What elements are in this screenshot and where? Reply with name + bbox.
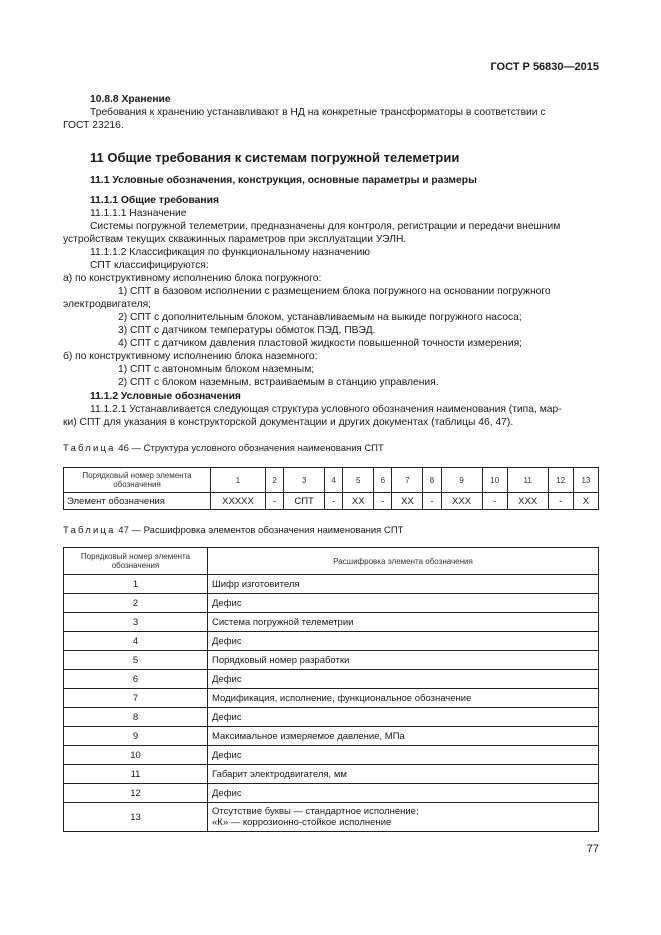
table-47-row-13-line: «К» — коррозионно-стойкое исполнение xyxy=(212,817,392,828)
table-46-col-number: 8 xyxy=(423,468,441,493)
table-46-cell: - xyxy=(266,493,284,510)
table-46-col-number: 10 xyxy=(482,468,507,493)
paragraph-line: ки) СПТ для указания в конструкторской документации и других документах (таблицы 46, 47). xyxy=(63,417,514,428)
section-11-title: 11 Общие требования к системам погружной телеметрии xyxy=(90,150,460,165)
table-46-cell: ХХХХХ xyxy=(211,493,266,510)
table-46-cell: Х xyxy=(573,493,598,510)
table-46-cell: ХХХ xyxy=(441,493,482,510)
table-46-caption: Таблица 46 — Структура условного обозначения наименования СПТ xyxy=(63,443,384,454)
table-46-col-number: 9 xyxy=(441,468,482,493)
section-10-8-8-title: 10.8.8 Хранение xyxy=(90,94,171,105)
table-row: 1 Шифр изготовителя xyxy=(64,575,599,594)
table-46-cell: - xyxy=(423,493,441,510)
table-47 xyxy=(63,547,599,832)
table-46-col-number: 2 xyxy=(266,468,284,493)
table-46 xyxy=(63,467,599,510)
section-11-1-1-title: 11.1.1 Общие требования xyxy=(90,195,219,206)
table-row: 2 Дефис xyxy=(64,594,599,613)
table-47-caption: Таблица 47 — Расшифровка элементов обозначения наименования СПТ xyxy=(63,525,404,536)
table-row: 5 Порядковый номер разработки xyxy=(64,651,599,670)
table-46-cell: СПТ xyxy=(284,493,325,510)
list-item-a: а) по конструктивному исполнению блока погружного: xyxy=(63,273,322,284)
section-10-8-8-text-line: Требования к хранению устанавливают в НД на конкретные трансформаторы в соответствии с xyxy=(90,107,546,118)
table-46-col-number: 6 xyxy=(374,468,392,493)
paragraph-line: устройствам текущих скважинных параметров при эксплуатации УЭЛН. xyxy=(63,234,407,245)
table-46-col-number: 7 xyxy=(392,468,423,493)
paragraph-line: СПТ классифицируются: xyxy=(90,260,209,271)
table-row: 8 Дефис xyxy=(64,708,599,727)
list-item-a3: 3) СПТ с датчиком температуры обмоток ПЭД, ПВЭД. xyxy=(118,325,376,336)
table-46-col-number: 1 xyxy=(211,468,266,493)
list-item-a2: 2) СПТ с дополнительным блоком, устанавливаемым на выкиде погружного насоса; xyxy=(118,312,522,323)
table-row: 7 Модификация, исполнение, функциональное обозначение xyxy=(64,689,599,708)
list-item-b2: 2) СПТ с блоком наземным, встраиваемым в станцию управления. xyxy=(118,377,439,388)
table-row: 4 Дефис xyxy=(64,632,599,651)
table-row: 9 Максимальное измеряемое давление, МПа xyxy=(64,727,599,746)
table-46-cell: - xyxy=(482,493,507,510)
document-id: ГОСТ Р 56830—2015 xyxy=(490,61,599,73)
table-46-col-number: 5 xyxy=(343,468,374,493)
page-number: 77 xyxy=(586,843,599,855)
table-46-cell: ХХ xyxy=(343,493,374,510)
table-row: 11 Габарит электродвигателя, мм xyxy=(64,765,599,784)
section-10-8-8-text-line: ГОСТ 23216. xyxy=(63,120,124,131)
subsection-classification: 11.1.1.2 Классификация по функциональному назначению xyxy=(90,247,370,258)
paragraph-line: Системы погружной телеметрии, предназначены для контроля, регистрации и передачи внешним xyxy=(90,221,561,232)
table-47-row-13-line: Отсутствие буквы — стандартное исполнение; xyxy=(212,806,419,817)
table-46-cell: ХХХ xyxy=(507,493,548,510)
table-47-header-description: Расшифровка элемента обозначения xyxy=(208,548,599,575)
table-row: 13 Отсутствие буквы — стандартное исполнение; «К» — коррозионно-стойкое исполнение xyxy=(64,803,599,832)
paragraph-line: 11.1.2.1 Устанавливается следующая структура условного обозначения наименования (типа, мар- xyxy=(90,404,562,415)
table-46-cell: - xyxy=(374,493,392,510)
table-46-row-label: Элемент обозначения xyxy=(64,493,211,510)
list-item-b: б) по конструктивному исполнению блока наземного: xyxy=(63,351,318,362)
table-46-col-number: 4 xyxy=(325,468,343,493)
table-46-cell: - xyxy=(548,493,573,510)
table-row: 10 Дефис xyxy=(64,746,599,765)
subsection-purpose: 11.1.1.1 Назначение xyxy=(90,208,187,219)
list-item-a4: 4) СПТ с датчиком давления пластовой жидкости повышенной точности измерения; xyxy=(118,338,523,349)
table-46-cell: - xyxy=(325,493,343,510)
table-46-col-number: 3 xyxy=(284,468,325,493)
table-46-header-label: Порядковый номер элемента обозначения xyxy=(64,468,211,493)
section-11-1-title: 11.1 Условные обозначения, конструкция, основные параметры и размеры xyxy=(90,175,477,186)
list-item-a1-cont: электродвигателя; xyxy=(63,299,152,310)
table-row: 12 Дефис xyxy=(64,784,599,803)
list-item-a1: 1) СПТ в базовом исполнении с размещением блока погружного на основании погружного xyxy=(118,286,551,297)
table-46-cell: ХХ xyxy=(392,493,423,510)
list-item-b1: 1) СПТ с автономным блоком наземным; xyxy=(118,364,315,375)
table-47-header-number: Порядковый номер элемента обозначения xyxy=(64,548,208,575)
table-row: 6 Дефис xyxy=(64,670,599,689)
section-11-1-2-title: 11.1.2 Условные обозначения xyxy=(90,391,241,402)
table-46-col-number: 11 xyxy=(507,468,548,493)
table-row: 3 Система погружной телеметрии xyxy=(64,613,599,632)
table-46-col-number: 12 xyxy=(548,468,573,493)
table-46-col-number: 13 xyxy=(573,468,598,493)
